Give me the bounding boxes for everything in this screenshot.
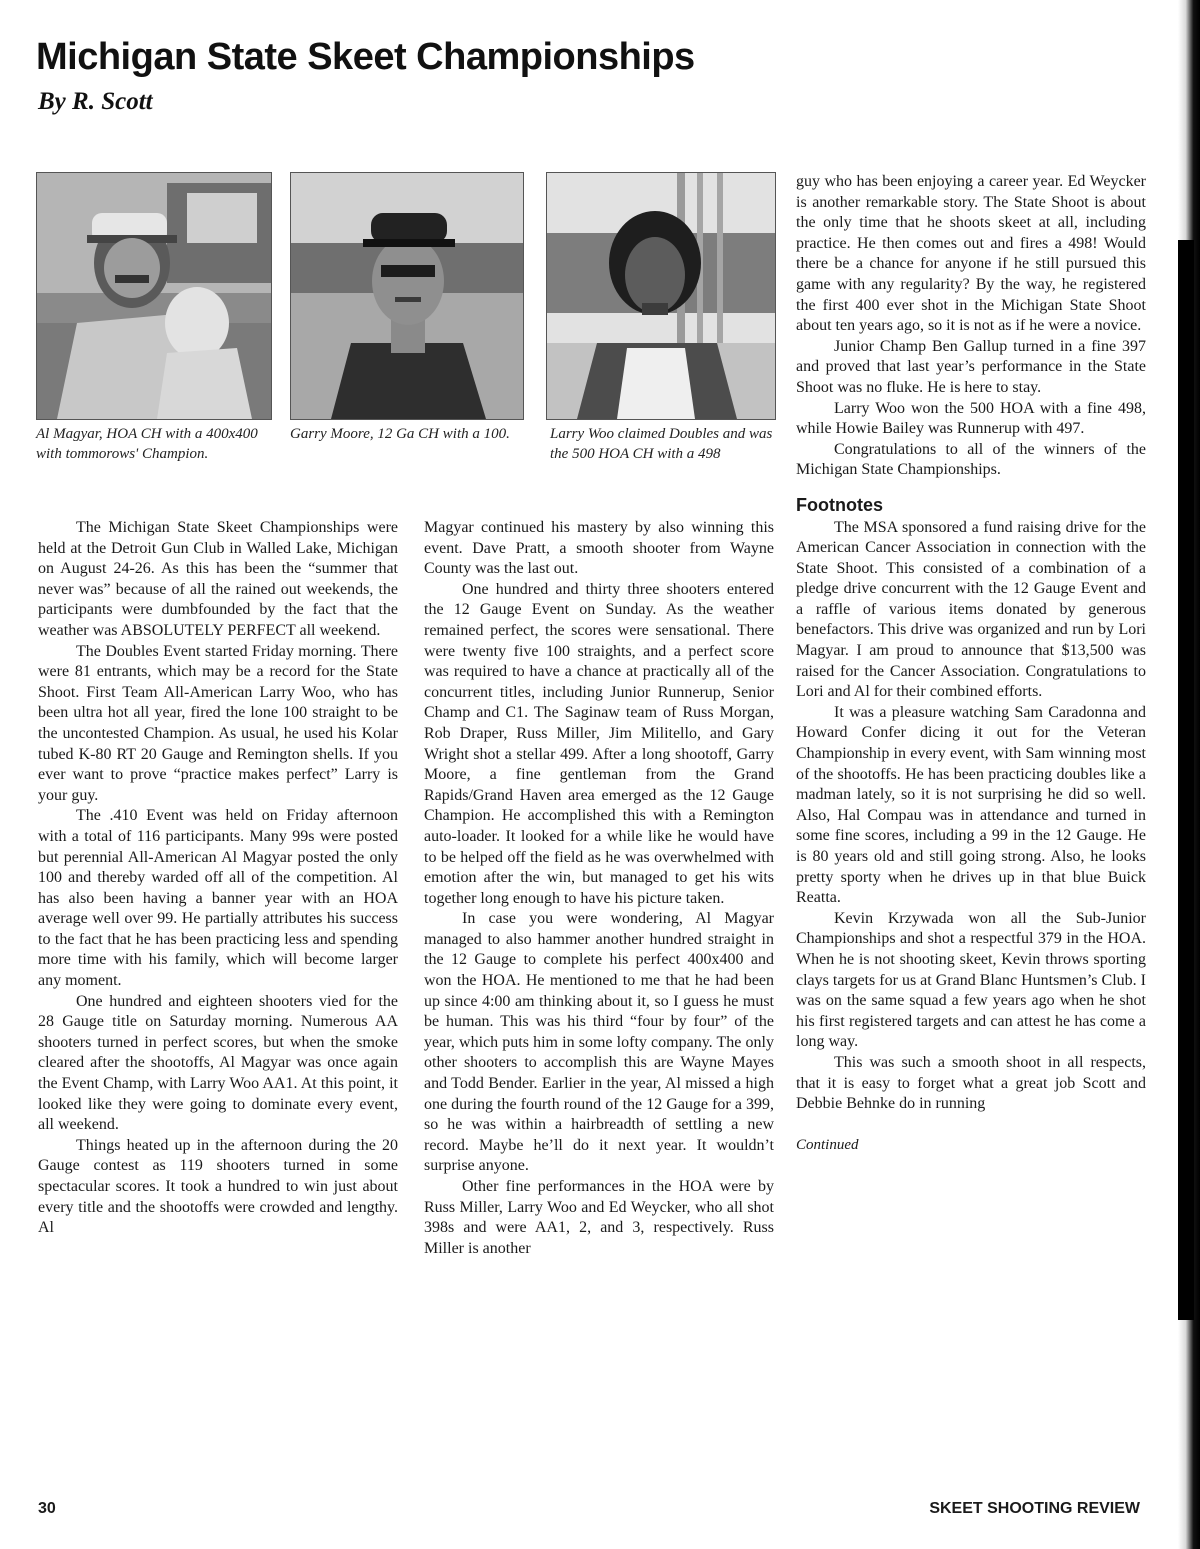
body-paragraph: Other fine performances in the HOA were by Russ Miller, Larry Woo and Ed Weycker, who all shot 398s and were AA1, 2, and 3, respectively. Russ Miller is another xyxy=(424,1178,774,1257)
larry-woo-photo xyxy=(546,172,776,420)
body-paragraph: Larry Woo won the 500 HOA with a fine 498, while Howie Bailey was Runnerup with 497. xyxy=(796,399,1146,438)
al-magyar-caption: Al Magyar, HOA CH with a 400x400 with tommorows' Champion. xyxy=(36,426,258,462)
continued-label: Continued xyxy=(796,1136,859,1153)
body-paragraph: In case you were wondering, Al Magyar managed to also hammer another hundred straight in the 12 Gauge to complete his perfect 400x400 and won the HOA. He mentioned to me that he had been up since 4:00 am thinking about it, so I guess he must be human. This was his third “four by four” of the year, which puts him in some lofty company. The only other shooters to accomplish this are Wayne Mayes and Todd Bender. Earlier in the year, Al missed a high one during the fourth round of the 12 Gauge for a 399, so he was within a hairbreadth of settling a new record. Maybe he’ll do it next year. It wouldn’t surprise anyone. xyxy=(424,910,774,1175)
page-number: 30 xyxy=(38,1500,56,1517)
page-edge-binding xyxy=(1178,240,1194,1320)
article-column-2 xyxy=(424,518,774,1259)
article-byline: By R. Scott xyxy=(38,88,153,115)
magazine-name: SKEET SHOOTING REVIEW xyxy=(929,1500,1140,1517)
body-paragraph: Things heated up in the afternoon during the 20 Gauge contest as 119 shooters turned in some spectacular scores. It took a hundred to win just about every title and the shootoffs were crowded and lengthy. Al xyxy=(38,1136,398,1237)
footnote-paragraph: It was a pleasure watching Sam Caradonna and Howard Confer dicing it out for the Veteran Championship in every event, with Sam winning most of the shootoffs. He has been practicing doubles like a madman lately, so it is not surprising he did so well. Also, Hal Compau was in attendance and turned in some fine scores, including a 99 in the 12 Gauge. He is 80 years old and still going strong. Also, he looks pretty sporty when he drives up in that blue Buick Reatta. xyxy=(796,703,1146,907)
garry-moore-caption: Garry Moore, 12 Ga CH with a 100. xyxy=(290,426,510,442)
body-paragraph: Congratulations to all of the winners of the Michigan State Championships. xyxy=(796,440,1146,479)
body-paragraph: The Michigan State Skeet Championships were held at the Detroit Gun Club in Walled Lake, Michigan on August 24-26. As this has been the “summer that never was” because of all the rained out weekends, the participants were dumbfounded by the fact that the weather was ABSOLUTELY PERFECT all weekend. xyxy=(38,519,398,639)
footnote-paragraph: This was such a smooth shoot in all respects, that it is easy to forget what a great job Scott and Debbie Behnke do in running xyxy=(796,1053,1146,1113)
garry-moore-photo xyxy=(290,172,524,420)
footnotes-heading: Footnotes xyxy=(796,494,883,515)
body-paragraph: Junior Champ Ben Gallup turned in a fine 397 and proved that last year’s performance in the State Shoot was no fluke. He is here to stay. xyxy=(796,337,1146,396)
body-paragraph: guy who has been enjoying a career year. Ed Weycker is another remarkable story. The State Shoot is about the only time that he shoots skeet at all, including practice. He then comes out and fires a 498! Would there be a chance for anyone if he still pursued this game with any regularity? By the way, he registered the first 400 ever shot in the Michigan State Shoot about ten years ago, so it is not as if he were a novice. xyxy=(796,173,1146,335)
body-paragraph: Magyar continued his mastery by also winning this event. Dave Pratt, a smooth shooter from Wayne County was the last out. xyxy=(424,519,774,578)
body-paragraph: One hundred and eighteen shooters vied for the 28 Gauge title on Saturday morning. Numerous AA shooters turned in perfect scores, but when the smoke cleared after the shootoffs, Al Magyar was once again the Event Champ, with Larry Woo AA1. At this point, it looked like they were going to dominate every event, all weekend. xyxy=(38,992,398,1134)
article-column-1 xyxy=(38,518,398,1239)
footnote-paragraph: Kevin Krzywada won all the Sub-Junior Championships and shot a respectful 379 in the HOA. When he is not shooting skeet, Kevin throws sporting clays targets for us at Grand Blanc Huntsmen’s Club. I was on the same squad a few years ago when he shot his first registered targets and can attest he has come a long way. xyxy=(796,909,1146,1051)
body-paragraph: The Doubles Event started Friday morning. There were 81 entrants, which may be a record for the State Shoot. First Team All-American Larry Woo, who has been ultra hot all year, fired the lone 100 straight to be the uncontested Champion. As usual, he used his Kolar tubed K-80 RT 20 Gauge and Remington shells. If you ever want to prove “practice makes perfect” Larry is your guy. xyxy=(38,642,398,804)
al-magyar-photo xyxy=(36,172,272,420)
footnote-paragraph: The MSA sponsored a fund raising drive for the American Cancer Association in connection with the State Shoot. This consisted of a combination of a pledge drive concurrent with the 12 Gauge Event and a raffle of various items donated by generous benefactors. This drive was organized and run by Lori Magyar. I am proud to announce that $13,500 was raised for the Cancer Association. Congratulations to Lori and Al for their combined efforts. xyxy=(796,518,1146,701)
article-title: Michigan State Skeet Championships xyxy=(36,36,695,78)
body-paragraph: The .410 Event was held on Friday afternoon with a total of 116 participants. Many 99s were posted but perennial All-American Al Magyar posted the only 100 and thereby warded off all of the competition. Al has also been having a banner year with an HOA average well over 99. He partially attributes his success to the fact that he has been practicing less and spending more time with his family, which will become larger any moment. xyxy=(38,807,398,990)
body-paragraph: One hundred and thirty three shooters entered the 12 Gauge Event on Sunday. As the weather remained perfect, the scores were sensational. There were twenty five 100 straights, and a perfect score was required to have a chance at practically all of the concurrent titles, including Junior Runnerup, Senior Champ and C1. The Saginaw team of Russ Morgan, Rob Draper, Russ Miller, Jim Militello, and Gary Wright shot a stellar 499. After a long shootoff, Garry Moore, a fine gentleman from the Grand Rapids/Grand Haven area emerged as the 12 Gauge Champion. He accomplished this with a Remington auto-loader. It looked for a while like he would have to be helped off the field as he was overwhelmed with emotion after the win, but managed to get his wits together long enough to have his picture taken. xyxy=(424,580,774,907)
larry-woo-caption: Larry Woo claimed Doubles and was the 500 HOA CH with a 498 xyxy=(550,426,773,462)
article-column-3 xyxy=(796,172,1146,1155)
